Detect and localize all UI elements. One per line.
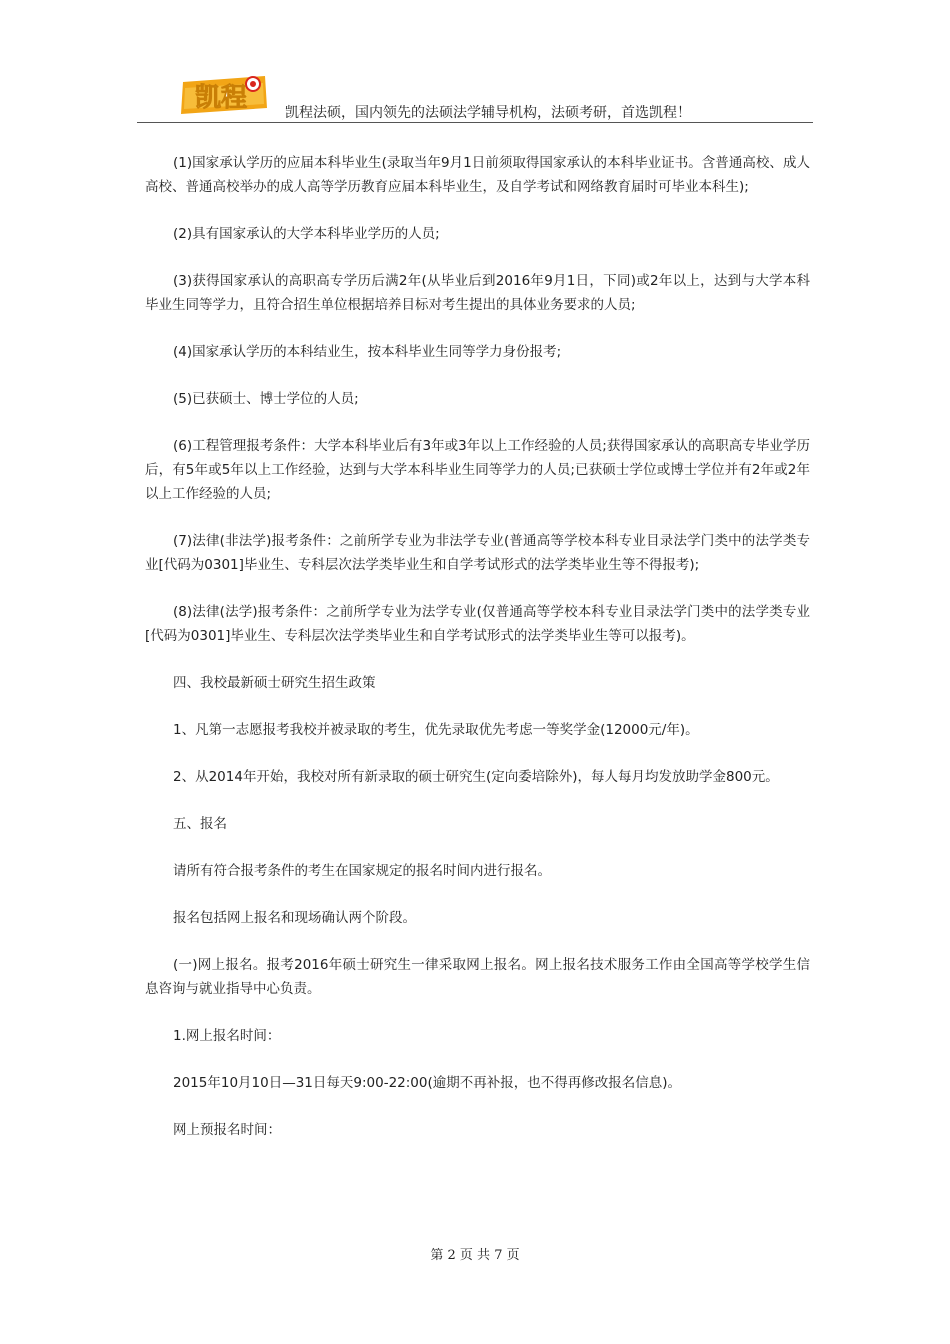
section-heading: 四、我校最新硕士研究生招生政策 [173, 675, 376, 691]
paragraph: (7)法律(非法学)报考条件：之前所学专业为非法学专业(普通高等学校本科专业目录法学门类中的法学类专业[代码为0301]毕业生、专科层次法学类毕业生和自学考试形式的法学类毕业生等不得报考); [145, 533, 810, 573]
paragraph: (一)网上报名。报考2016年硕士研究生一律采取网上报名。网上报名技术服务工作由全国高等学校学生信息咨询与就业指导中心负责。 [145, 957, 810, 997]
paragraph: 网上预报名时间： [173, 1122, 281, 1138]
header-tagline: 凯程法硕，国内领先的法硕法学辅导机构，法硕考研，首选凯程！ [285, 105, 691, 121]
paragraph: (5)已获硕士、博士学位的人员; [173, 391, 359, 407]
document-body [145, 151, 810, 1165]
section-heading: 五、报名 [173, 816, 227, 832]
paragraph: (4)国家承认学历的本科结业生，按本科毕业生同等学力身份报考; [173, 344, 562, 360]
paragraph: 2、从2014年开始，我校对所有新录取的硕士研究生(定向委培除外)，每人每月均发放助学金800元。 [173, 769, 779, 785]
paragraph: 1、凡第一志愿报考我校并被录取的考生，优先录取优先考虑一等奖学金(12000元/年)。 [173, 722, 699, 738]
kaicheng-logo [177, 68, 271, 118]
page-header [137, 68, 813, 124]
paragraph: (1)国家承认学历的应届本科毕业生(录取当年9月1日前须取得国家承认的本科毕业证书。含普通高校、成人高校、普通高校举办的成人高等学历教育应届本科毕业生，及自学考试和网络教育届时可毕业本科生); [145, 155, 810, 195]
paragraph: (8)法律(法学)报考条件：之前所学专业为法学专业(仅普通高等学校本科专业目录法学门类中的法学类专业[代码为0301]毕业生、专科层次法学类毕业生和自学考试形式的法学类毕业生等可以报考)。 [145, 604, 810, 644]
logo-text: 凯程 [194, 83, 248, 113]
paragraph: (2)具有国家承认的大学本科毕业学历的人员; [173, 226, 440, 242]
paragraph: 2015年10月10日—31日每天9:00-22:00(逾期不再补报，也不得再修改报名信息)。 [173, 1075, 682, 1091]
page-number: 第 2 页 共 7 页 [430, 1248, 520, 1263]
paragraph: 报名包括网上报名和现场确认两个阶段。 [173, 910, 416, 926]
paragraph: 1.网上报名时间： [173, 1028, 281, 1044]
paragraph: 请所有符合报考条件的考生在国家规定的报名时间内进行报名。 [173, 863, 551, 879]
header-divider [137, 122, 813, 123]
paragraph: (6)工程管理报考条件：大学本科毕业后有3年或3年以上工作经验的人员;获得国家承认的高职高专毕业学历后，有5年或5年以上工作经验，达到与大学本科毕业生同等学力的人员;已获硕士学位或博士学位并有2年或2年以上工作经验的人员; [145, 438, 810, 502]
paragraph: (3)获得国家承认的高职高专学历后满2年(从毕业后到2016年9月1日，下同)或2年以上，达到与大学本科毕业生同等学力，且符合招生单位根据培养目标对考生提出的具体业务要求的人员; [145, 273, 810, 313]
